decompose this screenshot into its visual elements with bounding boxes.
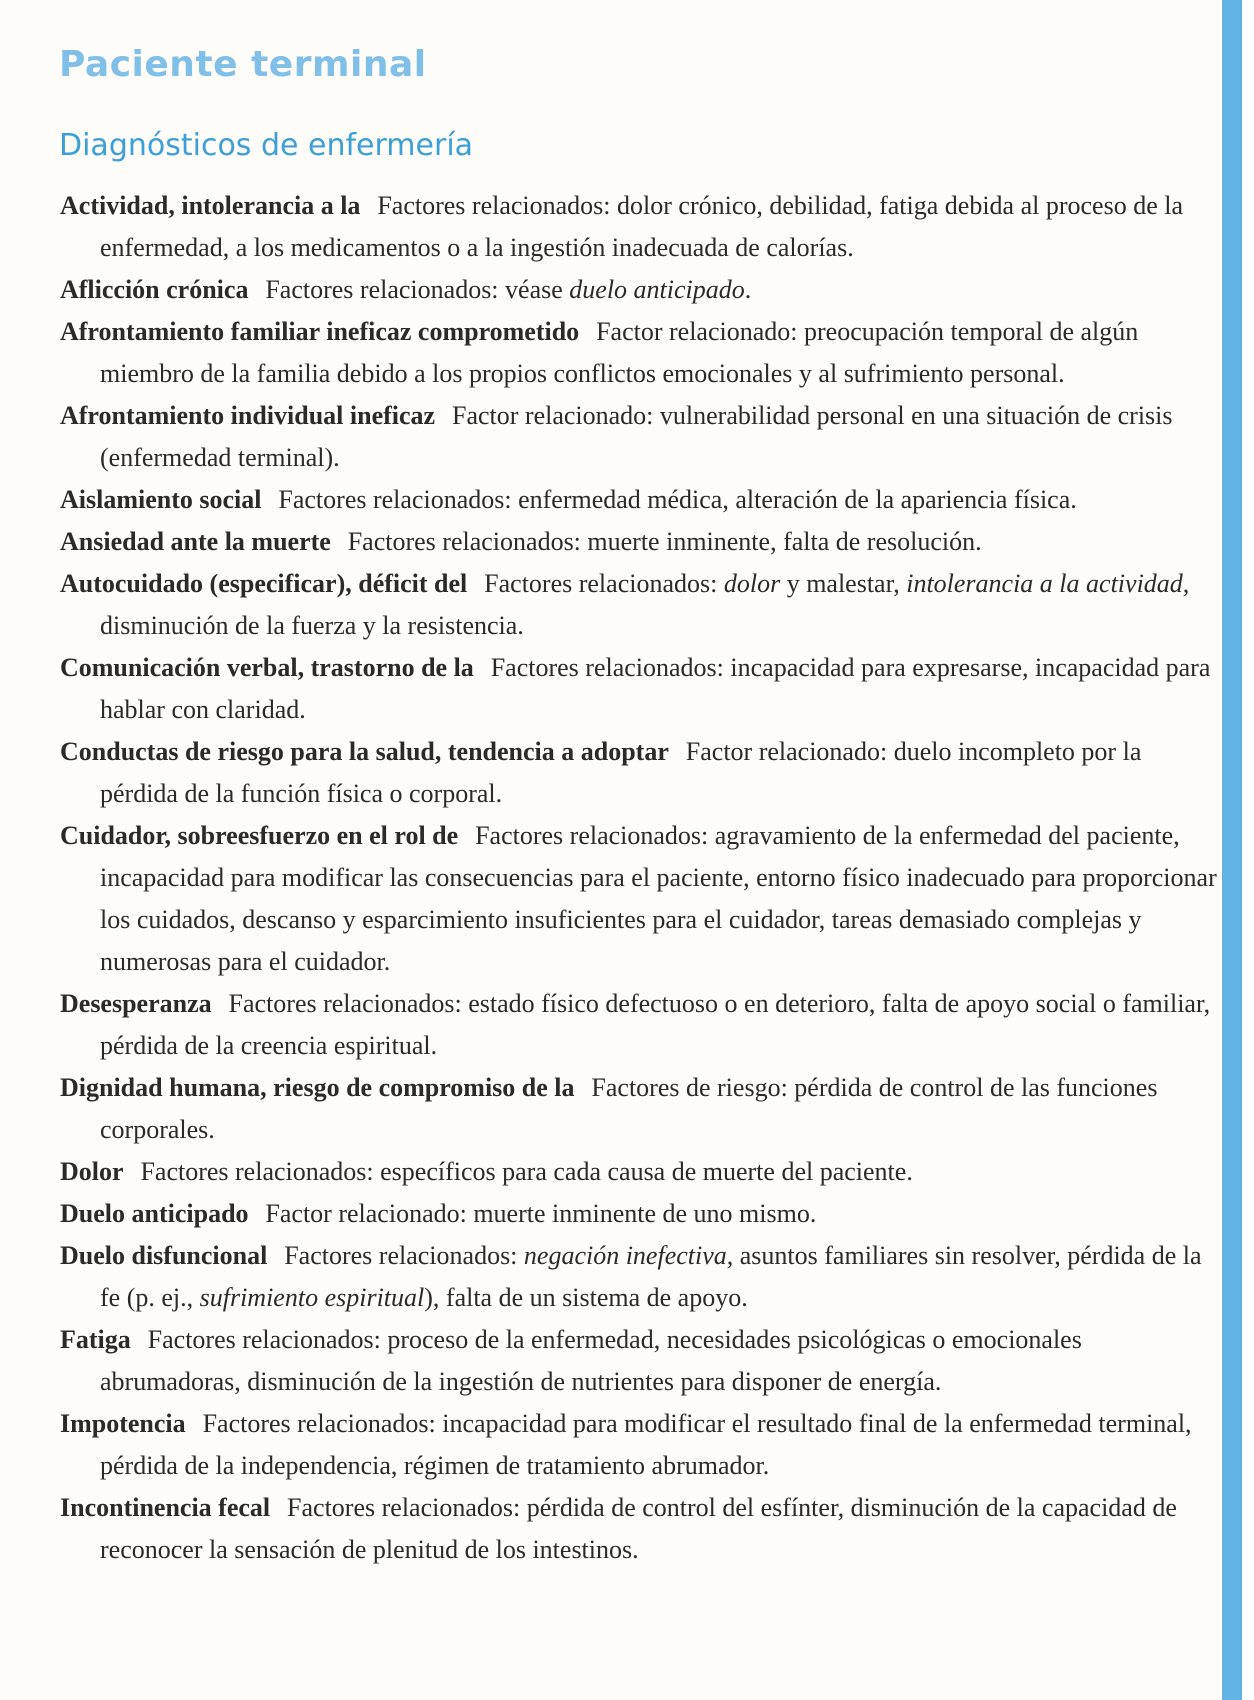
diagnosis-term: Cuidador, sobreesfuerzo en el rol de: [60, 821, 459, 850]
diagnosis-entry: [60, 1487, 1220, 1571]
diagnosis-factors: disminución de la fuerza y la resistencia.: [100, 611, 524, 640]
diagnosis-factors: Factor relacionado: preocupación temporal de algún miembro de la familia debido a los propios conflictos emocionales y al sufrimiento personal.: [100, 317, 1139, 388]
diagnosis-term: Fatiga: [60, 1325, 131, 1354]
diagnosis-entry: [60, 479, 1220, 521]
diagnosis-term: Incontinencia fecal: [60, 1493, 271, 1522]
diagnosis-term: Duelo anticipado: [60, 1199, 249, 1228]
diagnosis-term: Ansiedad ante la muerte: [60, 527, 331, 556]
cross-reference: sufrimiento espiritual: [199, 1283, 425, 1312]
cross-reference: negación inefectiva,: [523, 1241, 734, 1270]
diagnosis-term: Aflicción crónica: [60, 275, 249, 304]
page-title: Paciente terminal: [59, 44, 427, 85]
diagnosis-entry: [60, 647, 1220, 731]
diagnosis-term: Duelo disfuncional: [60, 1241, 268, 1270]
diagnosis-entry: [60, 1193, 1220, 1235]
diagnosis-factors: Factores relacionados: agravamiento de la enfermedad del paciente, incapacidad para modificar las consecuencias para el paciente, entorno físico inadecuado para proporcionar los cuidados, descanso y esparcimiento insuficientes para el cuidador, tareas demasiado complejas y numerosas para el cuidador.: [100, 821, 1217, 976]
diagnosis-term: Afrontamiento individual ineficaz: [60, 401, 436, 430]
diagnosis-factors: Factor relacionado: vulnerabilidad personal en una situación de crisis (enfermedad terminal).: [100, 401, 1173, 472]
diagnosis-term: Actividad, intolerancia a la: [60, 191, 361, 220]
diagnosis-factors: Factores relacionados: dolor crónico, debilidad, fatiga debida al proceso de la enfermedad, a los medicamentos o a la ingestión inadecuada de calorías.: [100, 191, 1184, 262]
diagnosis-factors: Factores relacionados: muerte inminente, falta de resolución.: [347, 527, 982, 556]
diagnosis-term: Dignidad humana, riesgo de compromiso de la: [60, 1073, 575, 1102]
cross-reference: dolor: [723, 569, 781, 598]
diagnosis-factors: Factores relacionados: véase: [265, 275, 570, 304]
edge-color-bar: [1222, 0, 1242, 1700]
cross-reference: intolerancia a la actividad,: [906, 569, 1190, 598]
diagnosis-entry: [60, 269, 1220, 311]
diagnosis-factors: Factores relacionados: proceso de la enfermedad, necesidades psicológicas o emocionales abrumadoras, disminución de la ingestión de nutrientes para disponer de energía.: [100, 1325, 1082, 1396]
diagnosis-factors: asuntos familiares sin resolver, pérdida de la fe (p. ej.,: [100, 1241, 1202, 1312]
diagnosis-entry: [60, 1067, 1220, 1151]
diagnosis-factors: Factores relacionados:: [484, 569, 724, 598]
diagnosis-entry: [60, 731, 1220, 815]
diagnosis-entry: [60, 1403, 1220, 1487]
diagnosis-list: [60, 185, 1220, 1571]
diagnosis-factors: Factores relacionados: estado físico defectuoso o en deterioro, falta de apoyo social o familiar, pérdida de la creencia espiritual.: [100, 989, 1211, 1060]
diagnosis-entry: [60, 563, 1220, 647]
diagnosis-term: Impotencia: [60, 1409, 186, 1438]
diagnosis-factors: Factores relacionados: incapacidad para modificar el resultado final de la enfermedad terminal, pérdida de la independencia, régimen de tratamiento abrumador.: [100, 1409, 1192, 1480]
diagnosis-term: Autocuidado (especificar), déficit del: [60, 569, 468, 598]
diagnosis-entry: [60, 311, 1220, 395]
diagnosis-entry: [60, 983, 1220, 1067]
diagnosis-term: Comunicación verbal, trastorno de la: [60, 653, 474, 682]
diagnosis-term: Dolor: [60, 1157, 124, 1186]
diagnosis-factors: Factores relacionados: incapacidad para expresarse, incapacidad para hablar con claridad.: [100, 653, 1211, 724]
section-heading: Diagnósticos de enfermería: [59, 128, 474, 163]
cross-reference: duelo anticipado: [569, 275, 745, 304]
page-edge: [1242, 0, 1254, 1700]
diagnosis-term: Afrontamiento familiar ineficaz comprometido: [60, 317, 580, 346]
diagnosis-factors: y malestar,: [780, 569, 907, 598]
diagnosis-entry: [60, 1319, 1220, 1403]
diagnosis-factors: Factores relacionados: específicos para cada causa de muerte del paciente.: [140, 1157, 913, 1186]
diagnosis-entry: [60, 185, 1220, 269]
diagnosis-entry: [60, 521, 1220, 563]
diagnosis-term: Conductas de riesgo para la salud, tendencia a adoptar: [60, 737, 669, 766]
diagnosis-factors: Factores de riesgo: pérdida de control de las funciones corporales.: [100, 1073, 1158, 1144]
diagnosis-factors: .: [744, 275, 752, 304]
diagnosis-factors: Factores relacionados: enfermedad médica, alteración de la apariencia física.: [278, 485, 1077, 514]
diagnosis-factors: Factores relacionados:: [284, 1241, 524, 1270]
diagnosis-entry: [60, 1151, 1220, 1193]
diagnosis-entry: [60, 395, 1220, 479]
diagnosis-factors: ), falta de un sistema de apoyo.: [424, 1283, 748, 1312]
diagnosis-factors: Factores relacionados: pérdida de control del esfínter, disminución de la capacidad de reconocer la sensación de plenitud de los intestinos.: [100, 1493, 1177, 1564]
diagnosis-entry: [60, 1235, 1220, 1319]
diagnosis-term: Desesperanza: [60, 989, 212, 1018]
diagnosis-term: Aislamiento social: [60, 485, 262, 514]
diagnosis-factors: Factor relacionado: muerte inminente de uno mismo.: [265, 1199, 817, 1228]
diagnosis-entry: [60, 815, 1220, 983]
diagnosis-factors: Factor relacionado: duelo incompleto por la pérdida de la función física o corporal.: [100, 737, 1142, 808]
